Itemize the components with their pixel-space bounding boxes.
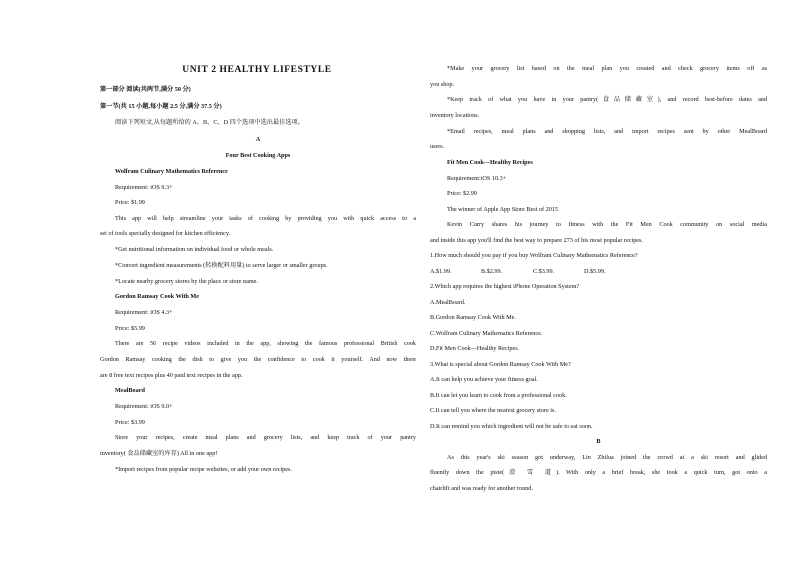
passage-b-line: chairlift and was ready for another round. (430, 485, 533, 492)
q2-option-d: D.Fit Men Cook—Healthy Recipes. (430, 345, 520, 352)
app3-feature: *Email recipes, meal plans and shopping lists, and import recipes sent by other MealBoard (447, 128, 767, 135)
question-1: 1.How much should you pay if you buy Wolfram Culinary Mathematics Reference? (430, 252, 638, 259)
app2-description-line: Gordon Ramsay cooking the dish to give you the confidence to cook it yourself. And now there (100, 356, 416, 363)
app4-requirement: Requirement:iOS 10.3+ (447, 175, 507, 182)
app1-description-line: This app will help streamline your tasks of cooking by providing you with quick access to a (115, 215, 416, 222)
app1-feature: *Locate nearby grocery stores by the place or store name. (115, 278, 258, 285)
part-heading: 第一部分 阅读(共两节,满分 50 分) (100, 86, 191, 93)
passage-label-b: B (596, 438, 601, 445)
question-3: 3.What is special about Gordon Ramsay Cook With Me? (430, 361, 571, 368)
q1-option-a: A.$1.99. (430, 268, 452, 275)
q2-option-a: A.MealBoard. (430, 299, 466, 306)
q3-option-b: B.It can let you learn to cook from a professional cook. (430, 392, 567, 399)
app2-description-line: There are 56 recipe videos included in the app, showing the famous professional British cook (115, 340, 416, 347)
passage-title: Four Best Cooking Apps (225, 152, 291, 159)
app2-name: Gordon Ramsay Cook With Me (115, 293, 199, 300)
app3-feature: users. (430, 143, 445, 150)
passage-b-line: As this year's ski season got underway, Lin Zhilua joined the crowd at a ski resort and glided (447, 454, 767, 461)
app3-description-line: Store your recipes, create meal plans and grocery lists, and keep track of your pantry (115, 434, 416, 441)
passage-label-a: A (255, 136, 261, 143)
app4-name: Fit Men Cook—Healthy Recipes (447, 159, 533, 166)
app4-price: Price: $2.99 (447, 190, 477, 197)
app4-description-line: Kevin Curry shares his journey to fitness with the Fit Men Cook community on social media (447, 221, 767, 228)
app1-description-line: set of tools specially designed for kitchen efficiency. (100, 230, 231, 237)
app1-name: Wolfram Culinary Mathematics Reference (115, 168, 228, 175)
instructions: 阅读下列短文,从每题所给的 A、B、C、D 四个选项中选出最佳选项。 (115, 119, 304, 126)
question-2: 2.Which app requires the highest iPhone Operation System? (430, 283, 580, 290)
app3-feature: *Import recipes from popular recipe websites, or add your own recipes. (115, 466, 292, 473)
app1-feature: *Get nutritional information on individual food or whole meals. (115, 246, 274, 253)
app2-price: Price: $5.99 (115, 325, 145, 332)
passage-b-line: fluently down the piste(滑 雪 道). With only a brief break, she took a quick turn, got onto a (430, 469, 767, 476)
app1-price: Price: $1.99 (115, 199, 145, 206)
q1-option-c: C.$3.99. (533, 268, 555, 275)
unit-title: UNIT 2 HEALTHY LIFESTYLE (182, 65, 332, 75)
app3-requirement: Requirement: iOS 9.0+ (115, 403, 173, 410)
app4-award: The winner of Apple App Store Best of 2015 (447, 206, 559, 213)
app4-description-line: and inside this app you'll find the best way to prepare 273 of his most popular recipes. (430, 237, 643, 244)
q1-option-d: D.$5.99. (584, 268, 606, 275)
app3-feature: *Keep track of what you have in your pantry(食品储藏室), and record best-before dates and (447, 96, 767, 103)
section-heading: 第一节(共 15 小题,每小题 2.5 分,满分 37.5 分) (100, 103, 222, 110)
app3-feature: you shop. (430, 81, 455, 88)
app2-requirement: Requirement: iOS 4.3+ (115, 309, 173, 316)
app3-description-line: inventory( 食品储藏室的库存) All in one app! (100, 450, 218, 457)
app3-feature: *Make your grocery list based on the meal plan you created and check grocery items off as (447, 65, 767, 72)
app3-name: MealBoard (115, 387, 145, 394)
app2-description-line: are 8 free text recipes plus 40 paid text recipes in the app. (100, 372, 243, 379)
q3-option-d: D.It can remind you which ingredient will not be safe to eat soon. (430, 423, 593, 430)
app1-feature: *Convert ingredient measurements (转换配料用量) to serve larger or smaller groups. (115, 262, 328, 269)
app3-feature: inventory locations. (430, 112, 480, 119)
q1-option-b: B.$2.99. (481, 268, 503, 275)
app3-price: Price: $3.99 (115, 419, 145, 426)
q2-option-b: B.Gordon Ramsay Cook With Me. (430, 314, 516, 321)
q3-option-c: C.It can tell you where the nearest grocery store is. (430, 407, 556, 414)
q3-option-a: A.It can help you achieve your fitness goal. (430, 376, 538, 383)
q2-option-c: C.Wolfram Culinary Mathematics Reference. (430, 330, 543, 337)
app1-requirement: Requirement: iOS 9.3+ (115, 184, 173, 191)
